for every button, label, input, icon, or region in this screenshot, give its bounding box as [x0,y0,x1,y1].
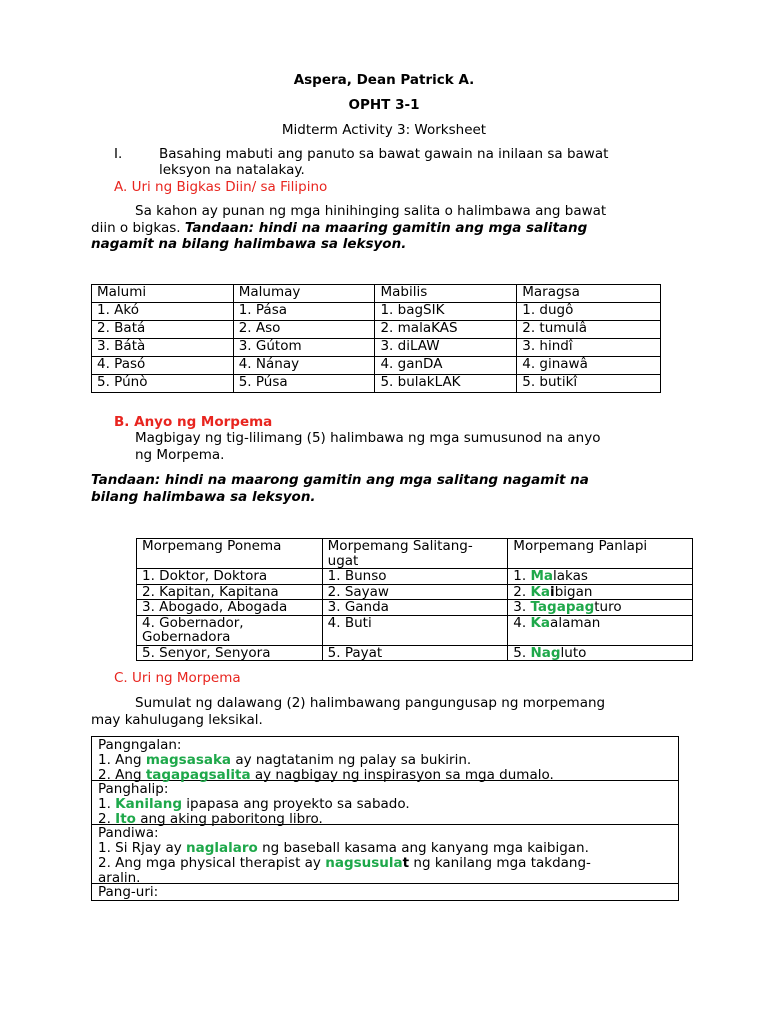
sentence-text: ang aking paboritong libro. [135,811,323,827]
affix-highlight: i [550,583,555,600]
table-row [92,375,661,393]
table-row [92,357,661,375]
table-row [92,303,661,321]
table-cell [508,600,693,616]
panguri-section [92,884,678,900]
table-cell: 3. hindî [517,339,661,357]
table-cell: 5. Senyor, Senyora [137,645,323,661]
paragraph-line: Sa kahon ay punan ng mga hinihinging salita o halimbawa ang bawat [135,203,607,219]
sentence-text: ay nagbigay ng inspirasyon sa mga dumalo. [250,767,554,783]
sentence-text: 1. Si Rjay ay [98,840,187,856]
table-cell: 2. Kapitan, Kapitana [137,584,323,600]
sentence-text: ng baseball kasama ang kanyang mga kaibigan. [257,840,589,856]
table-cell: 1. bagSIK [375,303,517,321]
affix-highlight: Nag [530,644,561,661]
section-b-paragraph [135,430,600,463]
table-header: Morpemang Panlapi [508,539,693,569]
bigkas-table [91,284,661,393]
pangngalan-section [92,737,678,781]
sentence-text: aralin. [98,870,141,886]
paragraph-line: Sumulat ng dalawang (2) halimbawang pangungusap ng morpemang [135,695,606,711]
word-highlight: Ito [115,811,136,827]
panghalip-section [92,781,678,825]
root-text: bigan [554,583,593,600]
sentence-text: 2. Ang mga physical therapist ay [98,855,326,871]
table-row [137,645,693,661]
instruction-numeral: I. [114,146,123,162]
table-cell: 4. Gobernador, Gobernadora [137,615,323,645]
root-text: luto [560,644,587,661]
table-cell: 2. malaKAS [375,321,517,339]
paragraph-line: may kahulugang leksikal. [91,711,263,728]
section-b-note [91,472,589,505]
table-cell: 2. Batá [92,321,234,339]
student-name: Aspera, Dean Patrick A. [293,72,475,88]
class-section: OPHT 3-1 [348,97,420,113]
paragraph-line: Magbigay ng tig-lilimang (5) halimbawa ng mga sumusunod na anyo [135,430,601,446]
table-cell: 1. dugô [517,303,661,321]
table-cell: 3. Bátà [92,339,234,357]
item-number: 4. [513,614,531,631]
table-cell: 2. Sayaw [322,584,508,600]
table-row [92,339,661,357]
table-cell: 5. butikî [517,375,661,393]
item-number: 1. [513,568,531,584]
section-label: Panghalip: [98,781,169,797]
reminder-text: Tandaan: hindi na maaring gamitin ang mga salitang [184,219,588,236]
table-cell: 2. Aso [233,321,375,339]
table-cell: 5. bulakLAK [375,375,517,393]
word-highlight: magsasaka [145,752,232,768]
table-cell: 2. tumulâ [517,321,661,339]
section-label: Pandiwa: [98,825,159,841]
instruction-line: Basahing mabuti ang panuto sa bawat gawain na inilaan sa bawat [159,146,609,162]
pandiwa-section [92,825,678,884]
word-highlight: nagsusula [325,855,403,871]
table-cell: 1. Doktor, Doktora [137,569,323,585]
instruction-text [159,146,608,178]
table-cell: 1. Akó [92,303,234,321]
affix-highlight: Ka [530,614,551,631]
table-cell: 4. Buti [322,615,508,645]
paragraph-line: ng Morpema. [135,446,225,463]
table-header: Morpemang Ponema [137,539,323,569]
affix-highlight: Tagapag [530,599,595,615]
reminder-text: Tandaan: hindi na maarong gamitin ang mga salitang nagamit na [91,472,589,488]
table-cell: 5. Púnò [92,375,234,393]
table-row [137,615,693,645]
table-cell: 1. Bunso [322,569,508,585]
table-header-row [137,539,693,569]
item-number: 3. [513,599,531,615]
table-cell: 5. Púsa [233,375,375,393]
table-cell: 1. Pása [233,303,375,321]
word-highlight: naglalaro [186,840,258,856]
table-header: Mabilis [375,285,517,303]
affix-highlight: Ka [530,583,551,600]
table-header: Maragsa [517,285,661,303]
table-cell: 3. Ganda [322,600,508,616]
sentence-text: 1. [98,796,116,812]
table-row [137,600,693,616]
reminder-text: nagamit na bilang halimbawa sa leksyon. [91,236,407,252]
section-label: Pang-uri: [98,884,159,900]
table-cell [508,615,693,645]
sentence-text: ipapasa ang proyekto sa sabado. [182,796,410,812]
table-row [137,584,693,600]
table-cell: 3. diLAW [375,339,517,357]
root-text: lakas [553,568,588,584]
sentence-text: 2. Ang [98,767,146,783]
word-highlight: Kanilang [115,796,182,812]
sentence-text: ay nagtatanim ng palay sa bukirin. [231,752,472,768]
table-row [92,321,661,339]
table-header: Morpemang Salitang-ugat [322,539,508,569]
table-cell: 4. Pasó [92,357,234,375]
item-number: 5. [513,644,531,661]
section-b-heading: B. Anyo ng Morpema [114,414,273,430]
root-text: turo [594,599,622,615]
table-cell: 4. ginawâ [517,357,661,375]
table-cell [508,645,693,661]
item-number: 2. [513,583,531,600]
reminder-text: bilang halimbawa sa leksyon. [91,488,316,505]
affix-highlight: Ma [530,568,554,584]
table-header-row [92,285,661,303]
section-a-heading: A. Uri ng Bigkas Diin/ sa Filipino [114,179,328,195]
table-cell [508,569,693,585]
table-cell: 4. ganDA [375,357,517,375]
instruction-line: leksyon na natalakay. [159,162,305,178]
table-cell: 4. Nánay [233,357,375,375]
sentence-text: 1. Ang [98,752,146,768]
sentence-text: ng kanilang mga takdang- [409,855,591,871]
section-c-heading: C. Uri ng Morpema [114,670,241,686]
sentence-box [91,736,679,901]
section-a-paragraph [91,203,691,253]
table-cell: 3. Abogado, Abogada [137,600,323,616]
table-cell: 3. Gútom [233,339,375,357]
root-text: alaman [550,614,601,631]
word-highlight: tagapagsalita [145,767,251,783]
table-row [137,569,693,585]
morpema-table [136,538,693,661]
activity-title: Midterm Activity 3: Worksheet [281,122,487,138]
paragraph-text: diin o bigkas. [91,219,185,236]
sentence-text: 2. [98,811,116,827]
word-highlight: t [402,855,410,871]
table-header: Malumay [233,285,375,303]
table-cell [508,584,693,600]
section-label: Pangngalan: [98,737,182,753]
section-c-paragraph [91,695,605,728]
table-cell: 5. Payat [322,645,508,661]
table-header: Malumi [92,285,234,303]
